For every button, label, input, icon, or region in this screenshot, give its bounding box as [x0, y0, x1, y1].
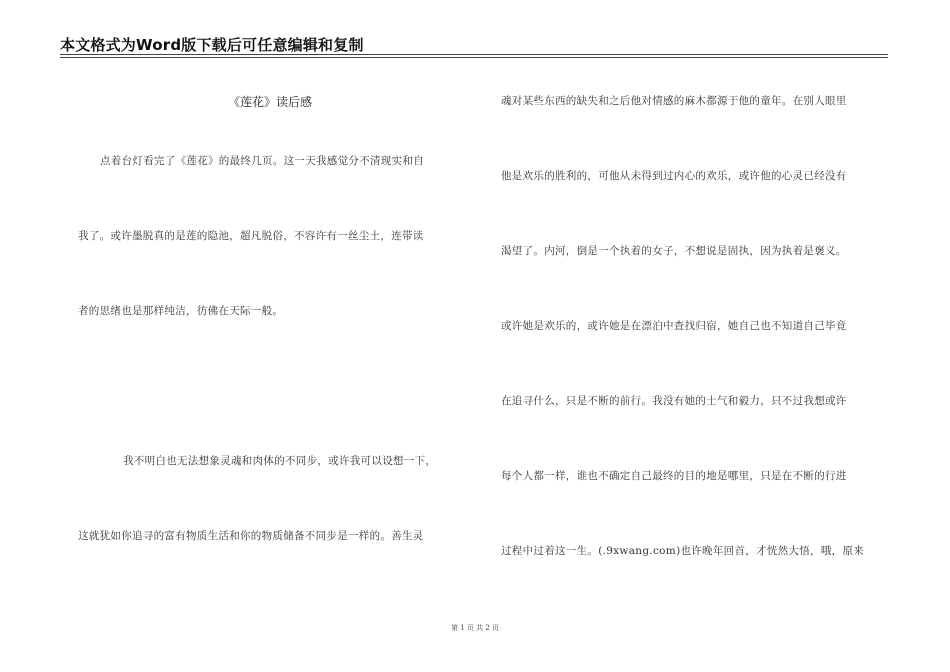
text-line: 我不明白也无法想象灵魂和肉体的不同步，或许我可以设想一下， [123, 455, 437, 467]
text-line: 渴望了。内河，倒是一个执着的女子，不想说是固执，因为执着是褒义。 [501, 245, 847, 257]
text-line: 者的思绪也是那样纯洁，彷佛在天际一般。 [78, 305, 284, 317]
text-line: 我了。或许墨脱真的是莲的隐池，超凡脱俗，不容许有一丝尘土，连带读 [78, 230, 424, 242]
page-footer: 第 1 页 共 2 页 [450, 624, 500, 632]
page-header: 本文格式为Word版下载后可任意编辑和复制 [60, 36, 364, 54]
text-line: 他是欢乐的胜利的，可他从未得到过内心的欢乐，或许他的心灵已经没有 [501, 170, 847, 182]
text-line: 魂对某些东西的缺失和之后他对情感的麻木都源于他的童年。在别人眼里 [501, 95, 847, 107]
text-line: 点着台灯看完了《莲花》的最终几页。这一天我感觉分不清现实和自 [100, 155, 424, 167]
header-rule-top [60, 54, 888, 55]
text-line: 或许她是欢乐的，或许她是在漂泊中查找归宿，她自己也不知道自己毕竟 [501, 320, 847, 332]
header-rule-bottom [60, 57, 888, 58]
text-line: 每个人都一样，谁也不确定自己最终的目的地是哪里，只是在不断的行进 [501, 470, 847, 482]
text-line: 在追寻什么，只是不断的前行。我没有她的士气和毅力，只不过我想或许 [501, 395, 847, 407]
text-line: 这就犹如你追寻的富有物质生活和你的物质储备不同步是一样的。善生灵 [78, 530, 424, 542]
document-title: 《莲花》读后感 [228, 95, 313, 109]
text-line: 过程中过着这一生。(.9xwang.com)也许晚年回首，才恍然大悟，哦，原来 [501, 545, 865, 557]
